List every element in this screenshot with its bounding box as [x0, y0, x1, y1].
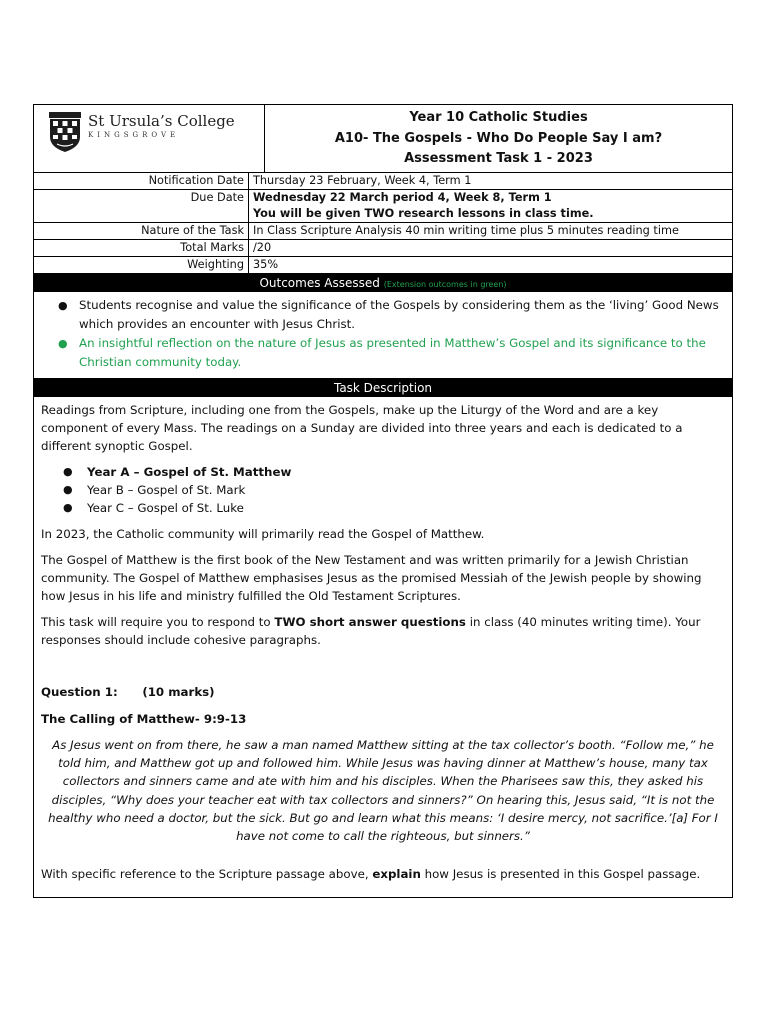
unit-title: A10- The Gospels - Who Do People Say I am? [334, 130, 663, 146]
weighting-row [34, 257, 732, 274]
bullet-icon: ● [58, 299, 68, 312]
notification-date-value: Thursday 23 February, Week 4, Term 1 [253, 174, 472, 187]
due-date-label: Due Date [34, 190, 249, 222]
outcome-text: Students recognise and value the significance of the Gospels by considering them as the ‘living’ Good News which provides an encounter with Jesus Christ. [79, 298, 719, 331]
school-logo [34, 105, 265, 172]
due-date-note: You will be given TWO research lessons in class time. [253, 207, 594, 220]
task-nature-label: Nature of the Task [34, 223, 249, 239]
task-para-requirements: This task will require you to respond to TWO short answer questions in class (40 minutes writing time). Your responses should include cohesive paragraphs. [41, 615, 701, 647]
school-crest-icon [48, 111, 82, 153]
list-item [41, 499, 725, 517]
outcomes-heading: Outcomes Assessed [259, 276, 380, 290]
course-title: Year 10 Catholic Studies [409, 110, 588, 125]
gospel-year-b: Year B – Gospel of St. Mark [87, 483, 246, 497]
scripture-passage: As Jesus went on from there, he saw a man named Matthew sitting at the tax collector’s booth. “Follow me,” he told him, and Matthew got up and followed him. While Jesus was having dinner at Matthew’s house, many tax collectors and sinners came and ate with him and his disciples. When the Pharisees saw this, they asked his disciples, “Why does your teacher eat with tax collectors and sinners?” On hearing this, Jesus said, “It is not the healthy who need a doctor, but the sick. But go and learn what this means: ‘I desire mercy, not sacrifice.’[a] For I have not come to call the righteous, but sinners.” [48, 738, 718, 844]
outcome-text: An insightful reflection on the nature of Jesus as presented in Matthew’s Gospel and its significance to the Christian community today. [79, 336, 706, 369]
gospel-year-c: Year C – Gospel of St. Luke [87, 501, 244, 515]
task-nature-row [34, 223, 732, 240]
bullet-icon: ● [63, 501, 73, 514]
total-marks-value: /20 [253, 241, 272, 254]
weighting-label: Weighting [34, 257, 249, 273]
task-title: Assessment Task 1 - 2023 [404, 151, 593, 166]
task-para-2023: In 2023, the Catholic community will primarily read the Gospel of Matthew. [41, 527, 485, 541]
gospel-year-list [41, 463, 725, 517]
total-marks-label: Total Marks [34, 240, 249, 256]
due-date-row [34, 190, 732, 223]
bullet-icon: ● [63, 465, 73, 478]
task-intro: Readings from Scripture, including one from the Gospels, make up the Liturgy of the Word and are a key component of every Mass. The readings on a Sunday are divided into three years and each is dedicated to a different synoptic Gospel. [41, 403, 683, 453]
task-description [34, 397, 732, 897]
school-location: KINGSGROVE [88, 131, 180, 139]
notification-date-row [34, 173, 732, 190]
task-description-heading: Task Description [333, 381, 433, 395]
question-1-label: Question 1: [41, 685, 118, 699]
school-name: St Ursula’s College [88, 112, 235, 130]
weighting-value: 35% [253, 258, 279, 271]
task-nature-value: In Class Scripture Analysis 40 min writing time plus 5 minutes reading time [253, 224, 679, 237]
question-1-instruction: With specific reference to the Scripture passage above, explain how Jesus is presented in this Gospel passage. [41, 867, 701, 882]
task-para-matthew: The Gospel of Matthew is the first book of the New Testament and was written primarily for a Jewish Christian community. The Gospel of Matthew emphasises Jesus as the promised Messiah of the Jewish people by showing how Jesus in his life and ministry fulfilled the Old Testament Scriptures. [41, 553, 702, 603]
task-description-heading-bar [34, 379, 732, 397]
outcomes-list [34, 292, 732, 379]
question-1-title: The Calling of Matthew- 9:9-13 [41, 712, 247, 726]
question-1-heading [41, 683, 725, 701]
outcome-item [48, 296, 724, 334]
outcomes-extension-note: (Extension outcomes in green) [383, 280, 507, 289]
bullet-icon: ● [58, 337, 68, 350]
list-item [41, 463, 725, 481]
question-1-marks: (10 marks) [142, 685, 215, 699]
gospel-year-a: Year A – Gospel of St. Matthew [87, 465, 292, 479]
outcomes-heading-bar [34, 274, 732, 292]
document-title [265, 105, 732, 172]
notification-date-label: Notification Date [34, 173, 249, 189]
outcome-item-extension [48, 334, 724, 372]
bullet-icon: ● [63, 483, 73, 496]
total-marks-row [34, 240, 732, 257]
assessment-document [33, 104, 733, 898]
list-item [41, 481, 725, 499]
due-date-value: Wednesday 22 March period 4, Week 8, Term 1 [253, 191, 552, 204]
document-header [34, 105, 732, 173]
